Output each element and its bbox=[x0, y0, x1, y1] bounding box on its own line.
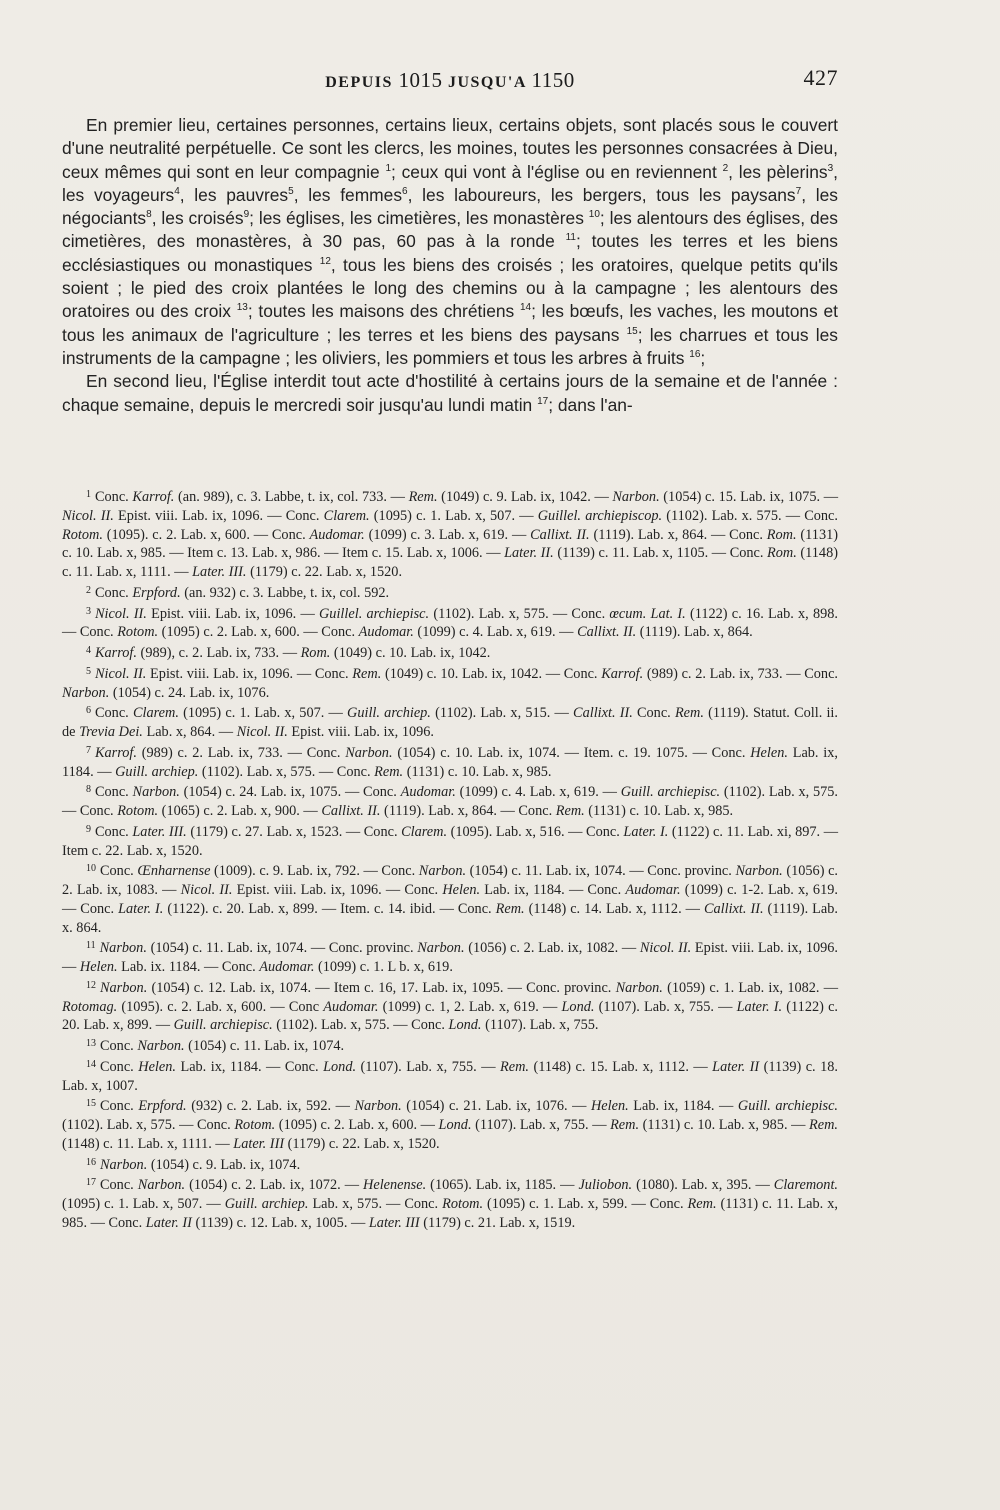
text-run: (1099) c. 3. Lab. x, 619. — bbox=[364, 526, 531, 543]
text-run: (1122). c. 20. Lab. x, 899. — Item. c. 14. ibid. — Conc. bbox=[163, 900, 496, 917]
running-head-word: DEPUIS bbox=[325, 74, 393, 91]
text-run: (1179) c. 27. Lab. x, 1523. — Conc. bbox=[186, 823, 402, 840]
citation-title: Clarem. bbox=[401, 823, 448, 840]
footnote bbox=[62, 1174, 838, 1232]
citation-title: Rem. bbox=[352, 665, 382, 682]
text-run: En second lieu, l'Église interdit tout acte d'hostilité à certains jours de la semaine et de l'année : chaque semaine, depuis le mercredi soir jusqu'au lundi matin bbox=[62, 371, 838, 415]
text-run: (1054) c. 10. Lab. ix, 1074. — Item. c. 19. 1075. — Conc. bbox=[392, 744, 751, 761]
footnote-number: 12 bbox=[86, 979, 96, 991]
footnotes bbox=[62, 486, 838, 1233]
citation-title: Helen. bbox=[79, 959, 118, 975]
citation-title: Helenense. bbox=[363, 1177, 427, 1194]
text-run: (1099) c. 4. Lab. x, 619. — bbox=[413, 624, 578, 641]
text-run: (1119). Statut. Coll. ii. de bbox=[62, 705, 838, 740]
footnote-number: 15 bbox=[86, 1098, 96, 1110]
citation-title: Lond. bbox=[323, 1058, 357, 1075]
citation-title: Later. II bbox=[145, 1214, 192, 1231]
text-run: (1054) c. 9. Lab. ix, 1074. bbox=[147, 1156, 301, 1173]
text-run: (1099) c. 1. L b. x, 619. bbox=[314, 959, 453, 975]
text-run: Epist. viii. Lab. ix, 1096. bbox=[287, 724, 434, 740]
text-run: Epist. viii. Lab. ix, 1096. — Conc. bbox=[146, 665, 353, 682]
footnote-number: 7 bbox=[86, 744, 91, 756]
text-run: Conc. bbox=[95, 705, 133, 722]
citation-title: Rotomag. bbox=[62, 998, 118, 1015]
running-head-word: JUSQU'A bbox=[447, 74, 527, 91]
citation-title: Narbon. bbox=[100, 979, 148, 996]
text-run: (1102). Lab. x, 575. — Conc. bbox=[62, 1117, 235, 1133]
citation-title: Rem. bbox=[610, 1117, 640, 1133]
text-run: Conc. bbox=[100, 1038, 138, 1054]
text-run: (1119). Lab. x, 864. — Conc. bbox=[380, 803, 556, 819]
running-head bbox=[62, 68, 838, 93]
text-run: (1148) c. 11. Lab. x, 1111. — bbox=[62, 1135, 234, 1152]
text-run: (1139) c. 11. Lab. x, 1105. — Conc. bbox=[553, 545, 768, 562]
text-run: (1148) c. 14. Lab. x, 1112. — bbox=[524, 900, 704, 917]
citation-title: Trevia Dei. bbox=[79, 724, 143, 740]
footnote bbox=[62, 1056, 838, 1096]
footnote bbox=[62, 860, 838, 937]
text-run: (1054) c. 24. Lab. ix, 1076. bbox=[109, 684, 270, 701]
text-run: (1049) c. 10. Lab. ix, 1042. — Conc. bbox=[381, 665, 602, 682]
text-run: (1119). Lab. x, 864. — Conc. bbox=[589, 526, 767, 543]
citation-title: Guill. archiepisc. bbox=[173, 1017, 273, 1034]
text-run: (1054) c. 24. Lab. ix, 1075. — Conc. bbox=[179, 784, 401, 801]
citation-title: Narbon. bbox=[132, 784, 180, 801]
citation-title: Rem. bbox=[674, 705, 704, 722]
footnote-ref: 5 bbox=[288, 185, 294, 197]
citation-title: Guillel. archiepiscop. bbox=[537, 507, 663, 524]
text-run: ; bbox=[700, 347, 706, 368]
citation-title: Audomar. bbox=[309, 526, 365, 543]
footnote-number: 9 bbox=[86, 823, 91, 835]
text-run: (932) c. 2. Lab. ix, 592. — bbox=[186, 1098, 355, 1115]
text-run: (1107). Lab. x, 755. bbox=[481, 1017, 599, 1034]
citation-title: Narbon. bbox=[99, 940, 147, 957]
text-run: , les laboureurs, les bergers, tous les paysans bbox=[407, 184, 796, 205]
text-run: Epist. viii. Lab. ix, 1096. — Conc. bbox=[232, 882, 443, 898]
text-run: (989) c. 2. Lab. ix, 733. — Conc. bbox=[643, 665, 838, 682]
citation-title: Erpford. bbox=[132, 584, 181, 601]
citation-title: Rem. bbox=[809, 1117, 838, 1133]
page-header bbox=[62, 62, 838, 96]
footnote-ref: 8 bbox=[146, 209, 152, 221]
text-run: (1122) c. 20. Lab. x, 899. — bbox=[62, 998, 838, 1034]
text-run: (1056) c. 2. Lab. ix, 1082. — bbox=[464, 940, 640, 957]
citation-title: Œnharnense bbox=[137, 863, 211, 880]
text-run: (989), c. 2. Lab. ix, 733. — bbox=[136, 645, 301, 661]
footnote-number: 2 bbox=[86, 584, 91, 596]
citation-title: Guill. archiep. bbox=[347, 705, 431, 722]
text-run: (1065) c. 2. Lab. x, 900. — bbox=[158, 803, 322, 819]
citation-title: Karrof. bbox=[601, 665, 644, 682]
footnote-ref: 13 bbox=[236, 302, 248, 314]
citation-title: Later. III bbox=[233, 1135, 285, 1152]
citation-title: Narbon. bbox=[735, 863, 783, 880]
citation-title: Juliobon. bbox=[578, 1177, 633, 1194]
text-run: Conc. bbox=[100, 1058, 139, 1075]
citation-title: Later. I. bbox=[623, 823, 669, 840]
citation-title: Later. II bbox=[712, 1058, 760, 1075]
citation-title: Lond. bbox=[561, 998, 595, 1015]
footnote-ref: 9 bbox=[243, 209, 250, 221]
footnote-number: 17 bbox=[86, 1177, 96, 1189]
text-run: (1102). Lab. x, 575. — Conc. bbox=[198, 763, 375, 780]
citation-title: Rem. bbox=[374, 763, 404, 780]
footnote bbox=[62, 582, 838, 603]
text-run: ; dans l'an- bbox=[548, 394, 633, 415]
footnote bbox=[62, 821, 838, 861]
text-run: (1139) c. 18. Lab. x, 1007. bbox=[62, 1058, 838, 1094]
footnote bbox=[62, 742, 838, 782]
text-run: (1148) c. 11. Lab. x, 1111. — bbox=[62, 545, 838, 580]
text-run: (an. 989), c. 3. Labbe, t. ix, col. 733. — bbox=[174, 489, 409, 505]
citation-title: Guill. archiepisc. bbox=[737, 1098, 838, 1115]
footnote-ref: 1 bbox=[385, 162, 392, 174]
text-run: En premier lieu, certaines personnes, certains lieux, certains objets, sont placés sous le couvert d'une neutralité perpétuelle. Ce sont les clercs, les moines, toutes les personnes consacrées à Dieu, ceux mêmes qui sont en leur compagnie bbox=[62, 115, 838, 182]
text-run: ; toutes les terres et les biens ecclésiastiques ou monastiques bbox=[62, 231, 838, 275]
citation-title: Rom. bbox=[767, 545, 797, 562]
footnote bbox=[62, 486, 838, 582]
text-run: Conc. bbox=[95, 489, 133, 505]
text-run: (1099) c. 4. Lab. x, 619. — bbox=[455, 784, 621, 801]
citation-title: Clarem. bbox=[323, 507, 370, 524]
text-run: (1056) c. 2. Lab. ix, 1083. — bbox=[62, 863, 838, 898]
footnote-ref: 15 bbox=[626, 325, 638, 337]
footnote-number: 10 bbox=[86, 863, 96, 875]
footnote bbox=[62, 702, 838, 742]
citation-title: Guill. archiep. bbox=[115, 763, 199, 780]
citation-title: Karrof. bbox=[132, 489, 175, 505]
text-run: (1099) c. 1, 2. Lab. x, 619. — bbox=[378, 998, 562, 1015]
text-run: (1107). Lab. x, 755. — bbox=[471, 1117, 611, 1133]
text-run: Lab. ix, 1184. — bbox=[628, 1098, 738, 1115]
text-run: (1049) c. 10. Lab. ix, 1042. bbox=[330, 645, 491, 661]
citation-title: Rem. bbox=[408, 489, 438, 505]
citation-title: Guill. archiep. bbox=[224, 1196, 309, 1212]
text-run: Lab. ix, 1184. — Conc. bbox=[480, 882, 626, 898]
text-run: Conc. bbox=[100, 1177, 138, 1194]
citation-title: Helen. bbox=[750, 744, 788, 761]
text-run: Lab. x, 575. — Conc. bbox=[308, 1196, 443, 1212]
text-run: Epist. viii. Lab. ix, 1096. — bbox=[62, 940, 838, 975]
footnote-ref: 14 bbox=[519, 302, 532, 314]
citation-title: Audomar. bbox=[358, 624, 414, 641]
citation-title: Narbon. bbox=[100, 1156, 148, 1173]
text-run: Lab. ix. 1184. — Conc. bbox=[117, 959, 260, 975]
text-run: (1054) c. 2. Lab. ix, 1072. — bbox=[185, 1177, 364, 1194]
text-run: (1095). Lab. x, 516. — Conc. bbox=[447, 823, 624, 840]
footnote bbox=[62, 1154, 838, 1175]
text-run: , les croisés bbox=[151, 208, 244, 229]
text-run: (1054) c. 12. Lab. ix, 1074. — Item c. 16, 17. Lab. ix, 1095. — Conc. provinc. bbox=[147, 979, 616, 996]
text-run: ; ceux qui vont à l'église ou en reviennent bbox=[391, 161, 723, 182]
citation-title: Rom. bbox=[300, 645, 331, 661]
text-run: Conc. bbox=[95, 823, 133, 840]
text-run: (1179) c. 22. Lab. x, 1520. bbox=[284, 1135, 440, 1152]
footnote-ref: 10 bbox=[588, 209, 600, 221]
footnote bbox=[62, 1035, 838, 1056]
citation-title: Callixt. II. bbox=[530, 526, 590, 543]
footnote-number: 8 bbox=[86, 784, 91, 796]
text-run: (1095). c. 2. Lab. x, 600. — Conc. bbox=[102, 526, 310, 543]
text-run: (1102). Lab. x, 515. — bbox=[430, 705, 574, 722]
citation-title: Later. III bbox=[368, 1214, 420, 1231]
citation-title: Narbon. bbox=[62, 684, 110, 701]
citation-title: Audomar. bbox=[323, 998, 379, 1015]
text-run: , les pèlerins bbox=[728, 161, 828, 182]
text-run: (1099) c. 1-2. Lab. x, 619. — Conc. bbox=[62, 882, 838, 917]
citation-title: Rotom. bbox=[117, 803, 159, 819]
citation-title: Nicol. II. bbox=[639, 940, 692, 957]
text-run: (1131) c. 11. Lab. x, 985. — Conc. bbox=[62, 1196, 838, 1231]
main-text bbox=[62, 114, 838, 417]
citation-title: Narbon. bbox=[137, 1038, 185, 1054]
footnote-number: 1 bbox=[86, 489, 91, 500]
citation-title: Lond. bbox=[438, 1117, 472, 1133]
text-run: (1054) c. 15. Lab. ix, 1075. — bbox=[659, 489, 838, 505]
citation-title: Nicol. II. bbox=[95, 605, 147, 622]
citation-title: Narbon. bbox=[615, 979, 663, 996]
citation-title: Audomar. bbox=[259, 959, 315, 975]
text-run: (1095) c. 1. Lab. x, 507. — bbox=[178, 705, 348, 722]
text-run: (1095) c. 1. Lab. x, 507. — bbox=[369, 507, 538, 524]
footnote-ref: 6 bbox=[402, 185, 408, 197]
text-run: (1095) c. 1. Lab. x, 507. — bbox=[62, 1196, 225, 1212]
citation-title: Rem. bbox=[555, 803, 585, 819]
footnote bbox=[62, 1095, 838, 1153]
text-run: (1095) c. 2. Lab. x, 600. — bbox=[275, 1117, 439, 1133]
citation-title: Rem. bbox=[499, 1058, 529, 1075]
citation-title: Nicol. II. bbox=[62, 507, 114, 524]
text-run: Conc. bbox=[95, 584, 133, 601]
footnote bbox=[62, 603, 838, 643]
citation-title: Karrof. bbox=[95, 744, 137, 761]
text-run: Lab. ix, 1184. — bbox=[62, 744, 838, 780]
running-head-year-end: 1150 bbox=[531, 68, 575, 92]
text-run: (1095). c. 2. Lab. x, 600. — Conc bbox=[117, 998, 324, 1015]
text-run: (1095) c. 2. Lab. x, 600. — Conc. bbox=[158, 624, 359, 641]
text-run: Epist. viii. Lab. ix, 1096. — bbox=[146, 605, 319, 622]
running-head-year-start: 1015 bbox=[398, 68, 443, 92]
text-run: (1102). Lab. x. 575. — Conc. bbox=[662, 507, 838, 524]
citation-title: Callixt. II. bbox=[321, 803, 381, 819]
text-run: (1179) c. 21. Lab. x, 1519. bbox=[419, 1214, 576, 1231]
citation-title: Nicol. II. bbox=[95, 665, 147, 682]
text-run: (1131) c. 10. Lab. x, 985. bbox=[403, 763, 552, 780]
citation-title: Later. III. bbox=[132, 823, 187, 840]
citation-title: Claremont. bbox=[773, 1177, 838, 1194]
citation-title: Helen. bbox=[138, 1058, 176, 1075]
citation-title: Clarem. bbox=[132, 705, 179, 722]
text-run: (1102). Lab. x, 575. — Conc. bbox=[272, 1017, 449, 1034]
citation-title: Rotom. bbox=[442, 1196, 484, 1212]
footnote-number: 14 bbox=[86, 1058, 96, 1070]
text-run: (1139) c. 12. Lab. x, 1005. — bbox=[191, 1214, 369, 1231]
text-run: Lab. x, 864. — bbox=[142, 724, 237, 740]
citation-title: Helen. bbox=[590, 1098, 629, 1115]
footnote bbox=[62, 937, 838, 977]
footnote-ref: 2 bbox=[722, 162, 729, 174]
citation-title: Helen. bbox=[442, 882, 481, 898]
footnote-ref: 17 bbox=[537, 395, 549, 407]
citation-title: Callixt. II. bbox=[703, 900, 764, 917]
text-run: Conc. bbox=[100, 863, 138, 880]
footnote bbox=[62, 781, 838, 821]
footnote-ref: 7 bbox=[795, 185, 802, 197]
text-run: Conc. bbox=[100, 1098, 139, 1115]
text-run: (1148) c. 15. Lab. x, 1112. — bbox=[528, 1058, 713, 1075]
text-run: (1054) c. 11. Lab. ix, 1074. — Conc. provinc. bbox=[146, 940, 418, 957]
text-run: (1054) c. 21. Lab. ix, 1076. — bbox=[401, 1098, 591, 1115]
footnote-number: 3 bbox=[86, 605, 91, 617]
footnote-number: 13 bbox=[86, 1038, 96, 1049]
text-run: (1131) c. 10. Lab. x, 985. — bbox=[639, 1117, 810, 1133]
citation-title: Karrof. bbox=[95, 645, 137, 661]
text-run: (1059) c. 1. Lab. ix, 1082. — bbox=[662, 979, 838, 996]
text-run: , les pauvres bbox=[179, 184, 289, 205]
text-run: (989) c. 2. Lab. ix, 733. — Conc. bbox=[136, 744, 346, 761]
citation-title: Lond. bbox=[448, 1017, 482, 1034]
text-run: (1080). Lab. x, 395. — bbox=[632, 1177, 774, 1194]
text-run: (1107). Lab. x, 755. — bbox=[594, 998, 737, 1015]
footnote-ref: 3 bbox=[827, 162, 834, 174]
citation-title: Callixt. II. bbox=[577, 624, 637, 641]
text-run: (1102). Lab. x, 575. — Conc. bbox=[62, 784, 838, 819]
citation-title: Callixt. II. bbox=[573, 705, 633, 722]
text-run: Lab. ix, 1184. — Conc. bbox=[175, 1058, 324, 1075]
text-run: , les voyageurs bbox=[62, 161, 838, 205]
citation-title: Guillel. archiepisc. bbox=[318, 605, 430, 622]
citation-title: Later. II. bbox=[504, 545, 554, 562]
citation-title: Nicol. II. bbox=[180, 882, 233, 898]
citation-title: Later. III. bbox=[192, 564, 247, 580]
text-run: ; les bœufs, les vaches, les moutons et tous les animaux de l'agriculture ; les terres et les biens des paysans bbox=[62, 301, 838, 345]
footnote-number: 6 bbox=[86, 705, 91, 717]
citation-title: Rem. bbox=[495, 900, 525, 917]
text-run: Conc. bbox=[632, 705, 675, 722]
text-run: ; les alentours des églises, des cimetières, des monastères, à 30 pas, 60 pas à la ronde bbox=[62, 208, 838, 252]
footnote-ref: 4 bbox=[174, 185, 180, 197]
footnote-ref: 12 bbox=[319, 255, 331, 267]
citation-title: Nicol. II. bbox=[236, 724, 288, 740]
citation-title: Erpford. bbox=[138, 1098, 187, 1115]
text-run: (1054) c. 11. Lab. ix, 1074. bbox=[184, 1038, 345, 1054]
footnote-number: 5 bbox=[86, 665, 91, 677]
text-run: ; toutes les maisons des chrétiens bbox=[247, 301, 520, 322]
text-run: (1131) c. 10. Lab. x, 985. bbox=[584, 803, 734, 819]
citation-title: Guill. archiepisc. bbox=[620, 784, 721, 801]
citation-title: Narbon. bbox=[418, 863, 467, 880]
text-run: ; les charrues et tous les instruments de la campagne ; les oliviers, les pommiers et tous les arbres à fruits bbox=[62, 324, 838, 368]
text-run: (1122) c. 16. Lab. x, 898. — Conc. bbox=[62, 605, 838, 641]
citation-title: Narbon. bbox=[417, 940, 465, 957]
citation-title: Narbon. bbox=[612, 489, 660, 505]
text-run: (an. 932) c. 3. Labbe, t. ix, col. 592. bbox=[180, 584, 390, 601]
citation-title: œcum. Lat. I. bbox=[609, 605, 686, 622]
text-run: (1009). c. 9. Lab. ix, 792. — Conc. bbox=[210, 863, 419, 880]
footnote bbox=[62, 642, 838, 663]
footnote-ref: 16 bbox=[689, 348, 701, 360]
footnote-number: 16 bbox=[86, 1156, 96, 1168]
text-run: , les femmes bbox=[293, 184, 403, 205]
text-run: (1095) c. 1. Lab. x, 599. — Conc. bbox=[483, 1196, 688, 1212]
citation-title: Narbon. bbox=[354, 1098, 402, 1115]
footnote bbox=[62, 977, 838, 1035]
citation-title: Audomar. bbox=[400, 784, 456, 801]
citation-title: Narbon. bbox=[137, 1177, 186, 1194]
citation-title: Later. I. bbox=[118, 900, 164, 917]
footnote-number: 4 bbox=[86, 645, 91, 656]
text-run: , les négociants bbox=[62, 184, 838, 229]
paragraph bbox=[62, 370, 838, 417]
citation-title: Rotom. bbox=[234, 1117, 276, 1133]
page-number: 427 bbox=[803, 65, 838, 90]
text-run: Epist. viii. Lab. ix, 1096. — Conc. bbox=[113, 507, 324, 524]
citation-title: Rom. bbox=[766, 526, 797, 543]
text-run: (1065). Lab. ix, 1185. — bbox=[426, 1177, 579, 1194]
text-run: (1131) c. 10. Lab. x, 985. — Item c. 13. Lab. x, 986. — Item c. 15. Lab. x, 1006. — bbox=[62, 526, 838, 562]
text-run: (1179) c. 22. Lab. x, 1520. bbox=[246, 564, 403, 580]
text-run: (1102). Lab. x, 575. — Conc. bbox=[429, 605, 610, 622]
text-run: (1119). Lab. x. 864. bbox=[62, 900, 838, 936]
text-run: , tous les biens des croisés ; les oratoires, quelque petits qu'ils soient ; le pied des croix plantées le long des chemins ou à la campagne ; les alentours des oratoires ou des croix bbox=[62, 254, 838, 322]
text-run: (1054) c. 11. Lab. ix, 1074. — Conc. provinc. bbox=[466, 863, 736, 880]
text-run: Conc. bbox=[95, 784, 133, 801]
paragraph bbox=[62, 114, 838, 370]
citation-title: Narbon. bbox=[345, 744, 393, 761]
text-run: (1122) c. 11. Lab. xi, 897. — Item c. 22. Lab. x, 1520. bbox=[62, 823, 838, 859]
text-run: (1107). Lab. x, 755. — bbox=[356, 1058, 500, 1075]
footnote-number: 11 bbox=[86, 940, 96, 952]
citation-title: Audomar. bbox=[625, 882, 681, 898]
text-run: (1119). Lab. x, 864. bbox=[636, 624, 753, 641]
citation-title: Rotom. bbox=[62, 526, 103, 543]
text-run: (1049) c. 9. Lab. ix, 1042. — bbox=[437, 489, 613, 505]
text-run: ; les églises, les cimetières, les monastères bbox=[249, 208, 589, 229]
footnote-ref: 11 bbox=[565, 232, 576, 244]
footnote bbox=[62, 663, 838, 703]
citation-title: Rotom. bbox=[117, 624, 159, 641]
citation-title: Later. I. bbox=[736, 998, 783, 1015]
citation-title: Rem. bbox=[687, 1196, 717, 1212]
